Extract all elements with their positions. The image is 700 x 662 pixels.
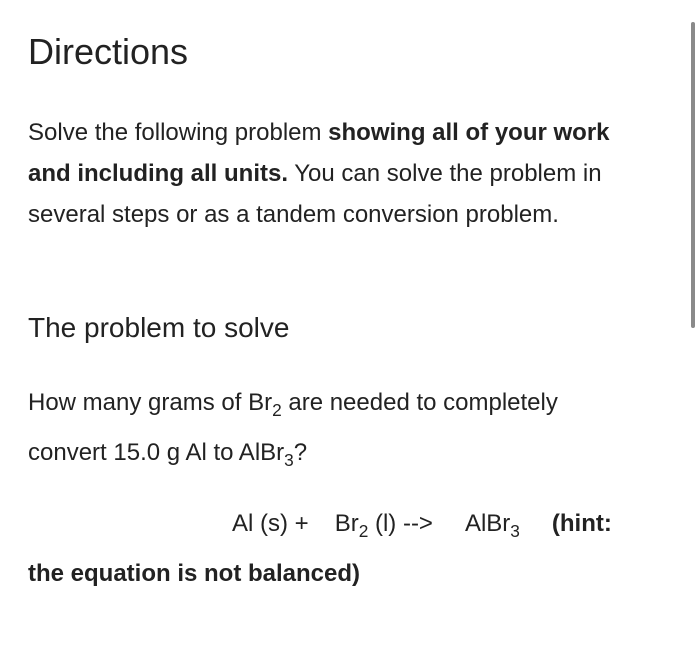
- scrollbar-thumb[interactable]: [691, 22, 695, 328]
- directions-text-emphasis: showing all of your work and including all units.: [28, 119, 610, 187]
- problem-question: [28, 378, 643, 478]
- equation-product-subscript: 3: [510, 521, 520, 541]
- hint-text: the equation is not balanced): [28, 560, 361, 587]
- question-part-3: ?: [293, 439, 308, 466]
- equation-reactant-2-state: (l) -->: [368, 510, 433, 537]
- equation-reactant-2: Br: [334, 510, 359, 537]
- problem-heading: The problem to solve: [28, 312, 290, 343]
- question-part-2: are needed to completely convert 15.0 g Al to AlBr: [28, 389, 558, 466]
- equation-reactant-1: Al (s) +: [232, 510, 309, 537]
- directions-heading: Directions: [28, 31, 189, 72]
- question-subscript-1: 2: [272, 400, 282, 420]
- scrollbar[interactable]: [686, 0, 700, 662]
- chemical-equation: [232, 504, 612, 544]
- directions-text-intro: Solve the following problem: [28, 119, 329, 146]
- directions-text-rest: You can solve the problem in several steps or as a tandem conversion problem.: [28, 160, 602, 228]
- question-part-1: How many grams of Br: [28, 389, 273, 416]
- equation-reactant-2-subscript: 2: [358, 521, 369, 541]
- hint-label: (hint:: [551, 510, 612, 537]
- directions-paragraph: [28, 112, 643, 235]
- question-subscript-2: 3: [284, 450, 294, 470]
- equation-product: AlBr: [464, 510, 511, 537]
